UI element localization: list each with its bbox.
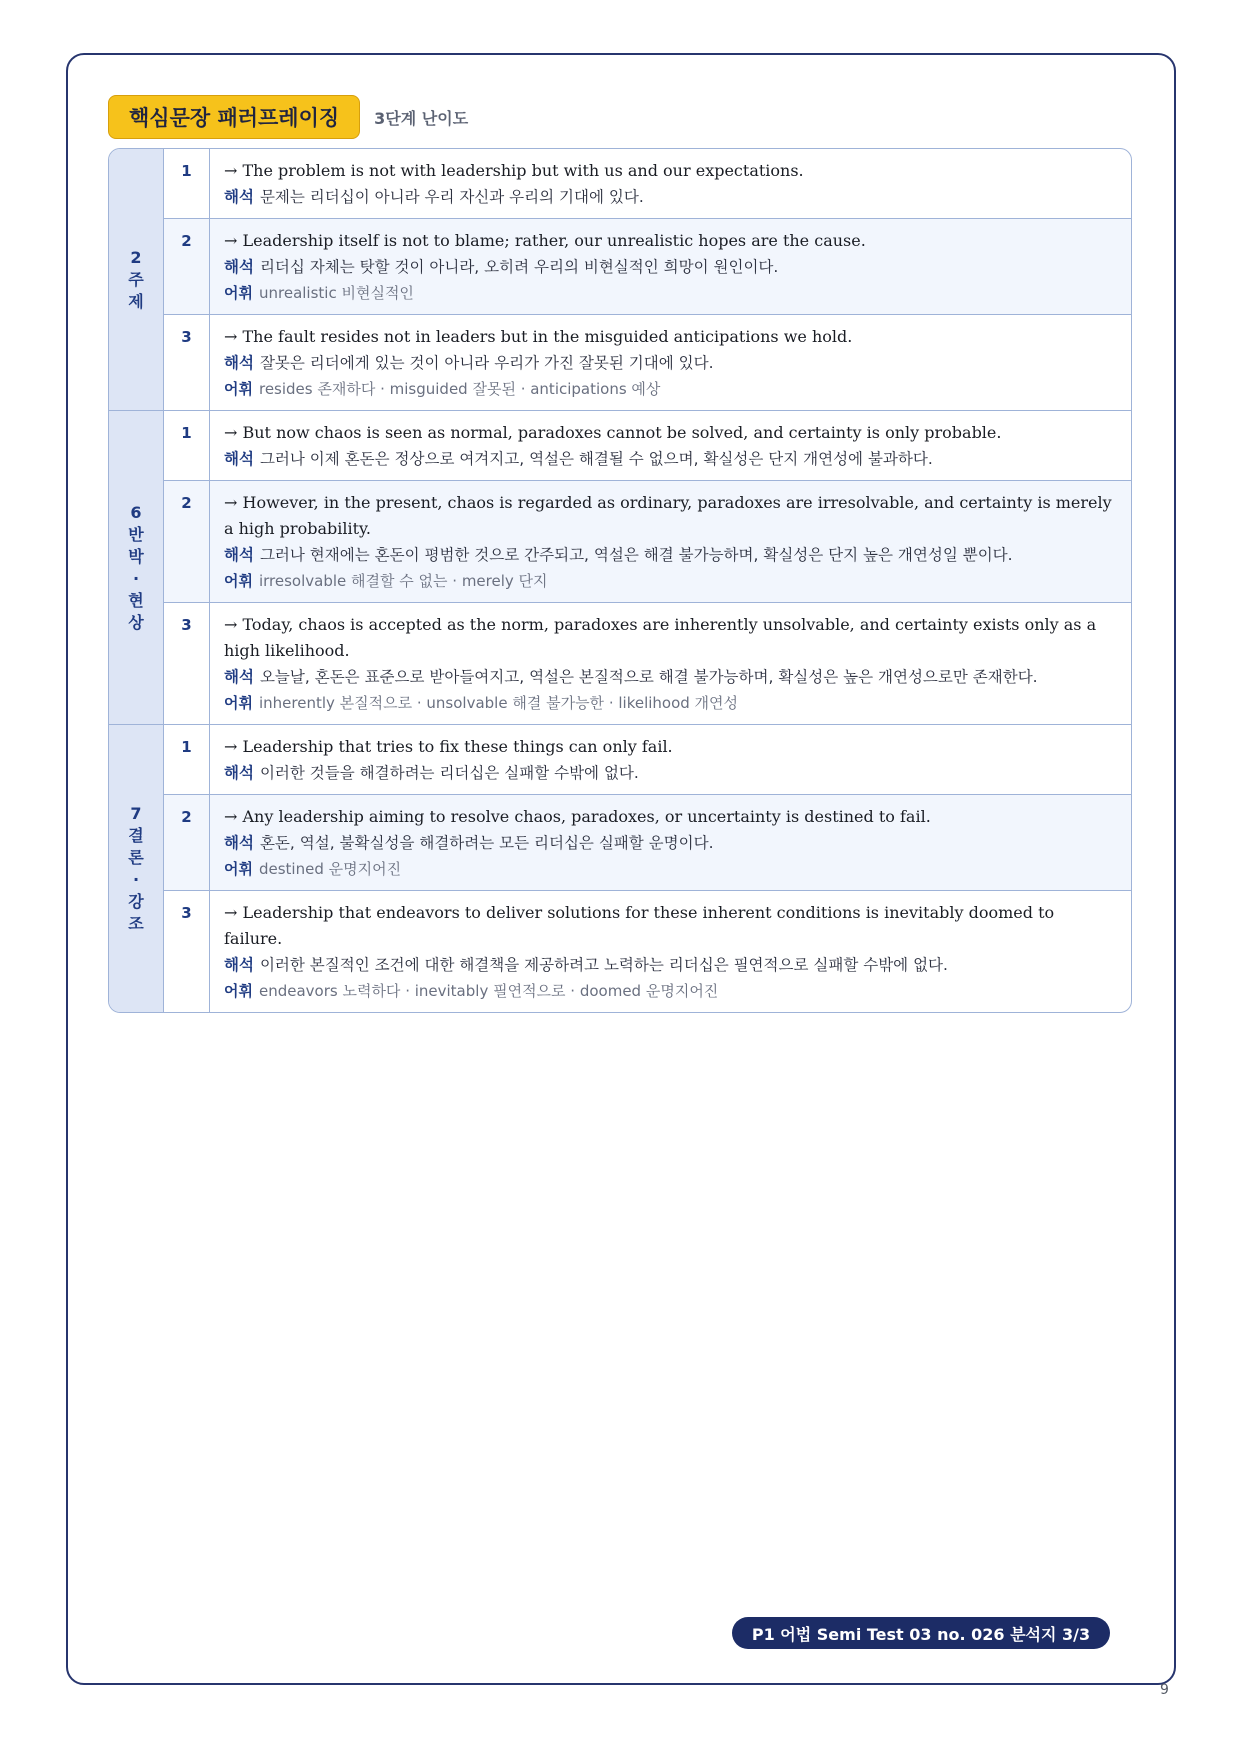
vocab-text: resides 존재하다 · misguided 잘못된 · anticipations 예상 bbox=[258, 380, 661, 398]
row-content bbox=[210, 725, 1131, 794]
table-row bbox=[164, 794, 1131, 890]
footer-test-label: P1 어법 Semi Test 03 no. 026 분석지 3/3 bbox=[732, 1617, 1110, 1649]
group-label bbox=[109, 411, 164, 724]
translation-text: 그러나 이제 혼돈은 정상으로 여겨지고, 역설은 해결될 수 없으며, 확실성은 단지 개연성에 불과하다. bbox=[259, 450, 933, 468]
vocab-line bbox=[224, 856, 1117, 882]
row-number: 2 bbox=[164, 795, 210, 890]
vocab-line bbox=[224, 376, 1117, 402]
group-label bbox=[109, 725, 164, 1012]
table-group bbox=[109, 149, 1131, 410]
translation-text: 혼돈, 역설, 불확실성을 해결하려는 모든 리더십은 실패할 운명이다. bbox=[259, 834, 714, 852]
table-row bbox=[164, 480, 1131, 602]
page-number: 9 bbox=[1160, 1682, 1169, 1698]
row-number: 3 bbox=[164, 315, 210, 410]
table-row bbox=[164, 149, 1131, 218]
translation-text: 오늘날, 혼돈은 표준으로 받아들여지고, 역설은 본질적으로 해결 불가능하며, 확실성은 높은 개연성으로만 존재한다. bbox=[259, 668, 1038, 686]
translation-text: 리더십 자체는 탓할 것이 아니라, 오히려 우리의 비현실적인 희망이 원인이다. bbox=[259, 258, 779, 276]
vocab-text: endeavors 노력하다 · inevitably 필연적으로 · doomed 운명지어진 bbox=[258, 982, 719, 1000]
translation-text: 문제는 리더십이 아니라 우리 자신과 우리의 기대에 있다. bbox=[259, 188, 644, 206]
group-label-text: 2주제 bbox=[128, 247, 144, 311]
row-content bbox=[210, 315, 1131, 410]
row-content bbox=[210, 481, 1131, 602]
translation-tag: 해석 bbox=[224, 956, 254, 974]
translation-tag: 해석 bbox=[224, 354, 254, 372]
vocab-text: unrealistic 비현실적인 bbox=[258, 284, 414, 302]
difficulty-label: 3단계 난이도 bbox=[374, 108, 469, 128]
vocab-tag: 어휘 bbox=[224, 982, 253, 1000]
vocab-line bbox=[224, 978, 1117, 1004]
vocab-text: inherently 본질적으로 · unsolvable 해결 불가능한 · likelihood 개연성 bbox=[258, 694, 739, 712]
table-row bbox=[164, 411, 1131, 480]
vocab-text: destined 운명지어진 bbox=[258, 860, 402, 878]
vocab-line bbox=[224, 690, 1117, 716]
translation-line bbox=[224, 350, 1117, 376]
vocab-tag: 어휘 bbox=[224, 284, 253, 302]
table-row bbox=[164, 314, 1131, 410]
row-number: 2 bbox=[164, 219, 210, 314]
row-number: 2 bbox=[164, 481, 210, 602]
english-sentence: → The problem is not with leadership but with us and our expectations. bbox=[224, 161, 804, 180]
row-content bbox=[210, 891, 1131, 1012]
section-title: 핵심문장 패러프레이징 bbox=[108, 95, 360, 139]
translation-line bbox=[224, 446, 1117, 472]
table-row bbox=[164, 602, 1131, 724]
table-group bbox=[109, 724, 1131, 1012]
translation-tag: 해석 bbox=[224, 450, 254, 468]
vocab-tag: 어휘 bbox=[224, 380, 253, 398]
row-number: 1 bbox=[164, 725, 210, 794]
translation-line bbox=[224, 184, 1117, 210]
english-sentence: → But now chaos is seen as normal, paradoxes cannot be solved, and certainty is only probable. bbox=[224, 423, 1002, 442]
group-label bbox=[109, 149, 164, 410]
group-label-text: 7결론·강조 bbox=[128, 803, 144, 933]
row-number: 3 bbox=[164, 603, 210, 724]
table-row bbox=[164, 725, 1131, 794]
section-header bbox=[108, 95, 468, 139]
translation-text: 잘못은 리더에게 있는 것이 아니라 우리가 가진 잘못된 기대에 있다. bbox=[259, 354, 714, 372]
translation-line bbox=[224, 254, 1117, 280]
translation-line bbox=[224, 542, 1117, 568]
translation-line bbox=[224, 760, 1117, 786]
row-content bbox=[210, 411, 1131, 480]
english-sentence: → Leadership that endeavors to deliver solutions for these inherent conditions is inevitably doomed to failure. bbox=[224, 903, 1055, 948]
row-number: 1 bbox=[164, 149, 210, 218]
translation-tag: 해석 bbox=[224, 258, 254, 276]
english-sentence: → Leadership that tries to fix these things can only fail. bbox=[224, 737, 673, 756]
table-group bbox=[109, 410, 1131, 724]
translation-text: 이러한 것들을 해결하려는 리더십은 실패할 수밖에 없다. bbox=[259, 764, 639, 782]
table-row bbox=[164, 218, 1131, 314]
translation-line bbox=[224, 952, 1117, 978]
row-content bbox=[210, 219, 1131, 314]
english-sentence: → Leadership itself is not to blame; rather, our unrealistic hopes are the cause. bbox=[224, 231, 866, 250]
row-content bbox=[210, 149, 1131, 218]
english-sentence: → The fault resides not in leaders but in the misguided anticipations we hold. bbox=[224, 327, 853, 346]
vocab-line bbox=[224, 568, 1117, 594]
english-sentence: → Any leadership aiming to resolve chaos, paradoxes, or uncertainty is destined to fail. bbox=[224, 807, 931, 826]
vocab-line bbox=[224, 280, 1117, 306]
english-sentence: → However, in the present, chaos is regarded as ordinary, paradoxes are irresolvable, and certainty is merely a high probability. bbox=[224, 493, 1112, 538]
vocab-tag: 어휘 bbox=[224, 860, 253, 878]
group-label-text: 6반박·현상 bbox=[128, 502, 144, 632]
translation-tag: 해석 bbox=[224, 834, 254, 852]
row-content bbox=[210, 603, 1131, 724]
table-row bbox=[164, 890, 1131, 1012]
translation-tag: 해석 bbox=[224, 668, 254, 686]
paraphrase-table bbox=[108, 148, 1132, 1013]
vocab-text: irresolvable 해결할 수 없는 · merely 단지 bbox=[258, 572, 548, 590]
vocab-tag: 어휘 bbox=[224, 694, 253, 712]
translation-tag: 해석 bbox=[224, 764, 254, 782]
row-content bbox=[210, 795, 1131, 890]
vocab-tag: 어휘 bbox=[224, 572, 253, 590]
row-number: 1 bbox=[164, 411, 210, 480]
translation-text: 그러나 현재에는 혼돈이 평범한 것으로 간주되고, 역설은 해결 불가능하며, 확실성은 단지 높은 개연성일 뿐이다. bbox=[259, 546, 1013, 564]
translation-tag: 해석 bbox=[224, 546, 254, 564]
translation-line bbox=[224, 830, 1117, 856]
row-number: 3 bbox=[164, 891, 210, 1012]
translation-text: 이러한 본질적인 조건에 대한 해결책을 제공하려고 노력하는 리더십은 필연적으로 실패할 수밖에 없다. bbox=[259, 956, 948, 974]
translation-tag: 해석 bbox=[224, 188, 254, 206]
english-sentence: → Today, chaos is accepted as the norm, paradoxes are inherently unsolvable, and certainty exists only as a high likelihood. bbox=[224, 615, 1097, 660]
translation-line bbox=[224, 664, 1117, 690]
